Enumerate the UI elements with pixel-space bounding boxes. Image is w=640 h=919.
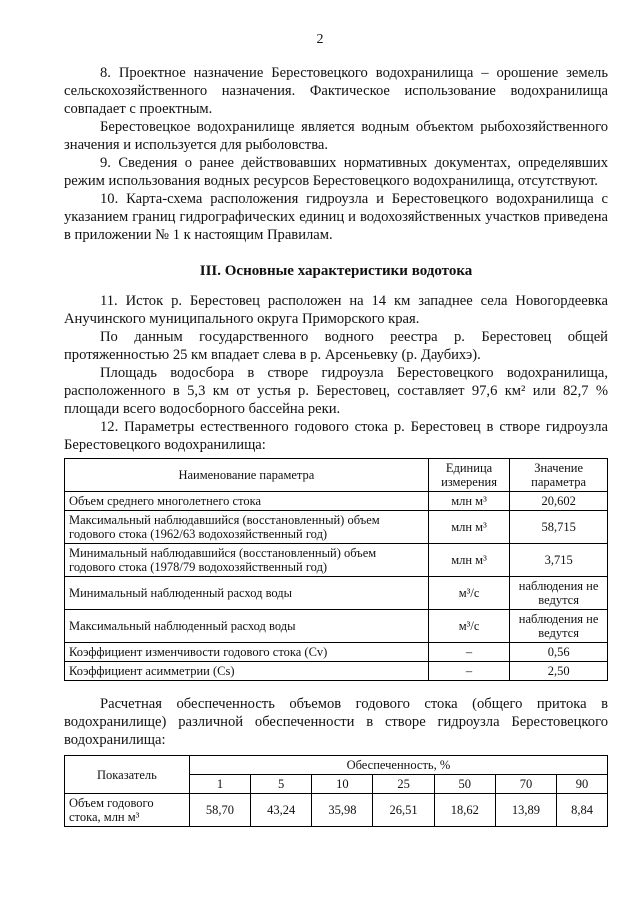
header-indicator: Показатель bbox=[65, 756, 190, 794]
param-value: 2,50 bbox=[510, 662, 608, 681]
param-name: Объем среднего многолетнего стока bbox=[65, 492, 429, 511]
table-row bbox=[65, 794, 608, 827]
table-row bbox=[65, 643, 608, 662]
param-name: Коэффициент асимметрии (Cs) bbox=[65, 662, 429, 681]
probability-column: 90 bbox=[557, 775, 608, 794]
param-value: наблюдения не ведутся bbox=[510, 610, 608, 643]
paragraph-11: 11. Исток р. Берестовец расположен на 14 км западнее села Новогордеевка Анучинского муниципального округа Приморского края. bbox=[64, 293, 608, 327]
volume-value: 58,70 bbox=[189, 794, 250, 827]
paragraph-probability: Расчетная обеспеченность объемов годового стока (общего притока в водохранилище) различной обеспеченности в створе гидроузла Берестовецкого водохранилища: bbox=[64, 696, 608, 748]
param-unit: млн м³ bbox=[428, 544, 509, 577]
probability-column: 5 bbox=[251, 775, 312, 794]
param-name: Минимальный наблюденный расход воды bbox=[65, 577, 429, 610]
row-label: Объем годового стока, млн м³ bbox=[65, 794, 190, 827]
table-row bbox=[65, 577, 608, 610]
param-name: Максимальный наблюденный расход воды bbox=[65, 610, 429, 643]
param-unit: млн м³ bbox=[428, 492, 509, 511]
param-value: 0,56 bbox=[510, 643, 608, 662]
param-unit: млн м³ bbox=[428, 511, 509, 544]
param-name: Коэффициент изменчивости годового стока (Cv) bbox=[65, 643, 429, 662]
paragraph-registry: По данным государственного водного реестра р. Берестовец общей протяженностью 25 км впадает слева в р. Арсеньевку (р. Даубихэ). bbox=[64, 329, 608, 363]
runoff-parameters-table bbox=[64, 458, 608, 681]
table-row bbox=[65, 610, 608, 643]
param-value: 58,715 bbox=[510, 511, 608, 544]
volume-value: 13,89 bbox=[495, 794, 556, 827]
header-parameter-name: Наименование параметра bbox=[65, 459, 429, 492]
probability-column: 1 bbox=[189, 775, 250, 794]
section-heading: III. Основные характеристики водотока bbox=[199, 263, 473, 279]
param-unit: м³/с bbox=[428, 577, 509, 610]
paragraph-10: 10. Карта-схема расположения гидроузла и Берестовецкого водохранилища с указанием границ гидрографических единиц и водохозяйственных участков приведена в приложении № 1 к настоящим Правилам. bbox=[64, 191, 608, 243]
probability-column: 50 bbox=[434, 775, 495, 794]
paragraph-fishery: Берестовецкое водохранилище является водным объектом рыбохозяйственного значения и используется для рыболовства. bbox=[64, 119, 608, 153]
param-value: наблюдения не ведутся bbox=[510, 577, 608, 610]
volume-value: 18,62 bbox=[434, 794, 495, 827]
table-header-row bbox=[65, 756, 608, 775]
param-unit: – bbox=[428, 643, 509, 662]
param-value: 20,602 bbox=[510, 492, 608, 511]
param-value: 3,715 bbox=[510, 544, 608, 577]
param-name: Минимальный наблюдавшийся (восстановленный) объем годового стока (1978/79 водохозяйственный год) bbox=[65, 544, 429, 577]
probability-column: 10 bbox=[312, 775, 373, 794]
param-unit: м³/с bbox=[428, 610, 509, 643]
table-row bbox=[65, 544, 608, 577]
probability-column: 25 bbox=[373, 775, 434, 794]
volume-value: 43,24 bbox=[251, 794, 312, 827]
probability-column: 70 bbox=[495, 775, 556, 794]
header-unit: Единица измерения bbox=[428, 459, 509, 492]
volume-value: 35,98 bbox=[312, 794, 373, 827]
paragraph-8: 8. Проектное назначение Берестовецкого водохранилища – орошение земель сельскохозяйственного назначения. Фактическое использование водохранилища совпадает с проектным. bbox=[64, 65, 608, 117]
paragraph-9: 9. Сведения о ранее действовавших нормативных документах, определявших режим использования водных ресурсов Берестовецкого водохранилища, отсутствуют. bbox=[64, 155, 608, 189]
document-body bbox=[64, 64, 608, 827]
header-probability-group: Обеспеченность, % bbox=[189, 756, 607, 775]
paragraph-12: 12. Параметры естественного годового стока р. Берестовец в створе гидроузла Берестовецкого водохранилища: bbox=[64, 419, 608, 453]
table-row bbox=[65, 492, 608, 511]
volume-value: 8,84 bbox=[557, 794, 608, 827]
param-unit: – bbox=[428, 662, 509, 681]
table-row bbox=[65, 511, 608, 544]
param-name: Максимальный наблюдавшийся (восстановленный) объем годового стока (1962/63 водохозяйственный год) bbox=[65, 511, 429, 544]
table-row bbox=[65, 662, 608, 681]
page-number: 2 bbox=[316, 32, 324, 47]
table-header-row bbox=[65, 459, 608, 492]
paragraph-catchment: Площадь водосбора в створе гидроузла Берестовецкого водохранилища, расположенного в 5,3 км от устья р. Берестовец, составляет 97,6 км² или 82,7 % площади всего водосборного бассейна реки. bbox=[64, 365, 608, 417]
volume-value: 26,51 bbox=[373, 794, 434, 827]
runoff-probability-table bbox=[64, 755, 608, 827]
header-value: Значение параметра bbox=[510, 459, 608, 492]
